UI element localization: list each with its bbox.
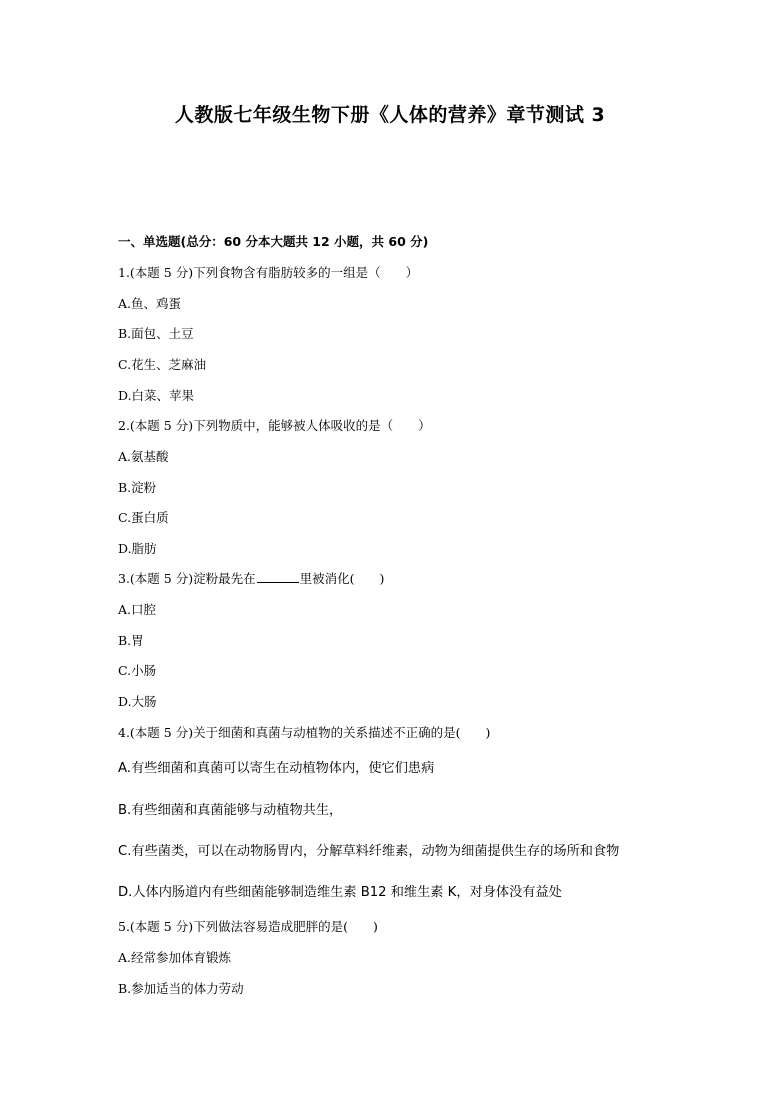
- question-1-option-c[interactable]: C.花生、芝麻油: [118, 357, 207, 372]
- question-5-option-b[interactable]: B.参加适当的体力劳动: [118, 981, 244, 996]
- question-4-option-c[interactable]: C.有些菌类，可以在动物肠胃内，分解草料纤维素，动物为细菌提供生存的场所和食物: [118, 844, 620, 859]
- question-2-stem: 2.(本题 5 分)下列物质中，能够被人体吸收的是（ ）: [118, 418, 431, 433]
- question-4-option-d[interactable]: D.人体内肠道内有些细菌能够制造维生素 B12 和维生素 K，对身体没有益处: [118, 885, 562, 900]
- question-2-option-b[interactable]: B.淀粉: [118, 480, 157, 495]
- question-4-stem: 4.(本题 5 分)关于细菌和真菌与动植物的关系描述不正确的是( ): [118, 725, 491, 740]
- answer-blank: [257, 570, 299, 583]
- question-5-stem: 5.(本题 5 分)下列做法容易造成肥胖的是( ): [118, 919, 378, 934]
- question-3-option-b[interactable]: B.胃: [118, 633, 144, 648]
- question-3-stem: [118, 570, 384, 588]
- question-3-stem-before: 3.(本题 5 分)淀粉最先在: [118, 571, 256, 586]
- question-2-option-c[interactable]: C.蛋白质: [118, 510, 169, 525]
- question-1-option-b[interactable]: B.面包、土豆: [118, 326, 194, 341]
- question-1-stem: 1.(本题 5 分)下列食物含有脂肪较多的一组是（ ）: [118, 265, 419, 280]
- question-3-option-c[interactable]: C.小肠: [118, 663, 157, 678]
- section-heading: 一、单选题(总分：60 分本大题共 12 小题，共 60 分): [118, 234, 429, 249]
- question-4-option-b[interactable]: B.有些细菌和真菌能够与动植物共生，: [118, 803, 343, 818]
- document-title: 人教版七年级生物下册《人体的营养》章节测试 3: [174, 104, 606, 126]
- question-2-option-d[interactable]: D.脂肪: [118, 541, 157, 556]
- question-2-option-a[interactable]: A.氨基酸: [118, 449, 169, 464]
- question-3-stem-after: 里被消化( ): [299, 571, 385, 586]
- question-5-option-a[interactable]: A.经常参加体育锻炼: [118, 950, 232, 965]
- question-1-option-a[interactable]: A.鱼、鸡蛋: [118, 296, 182, 311]
- question-3-option-d[interactable]: D.大肠: [118, 694, 157, 709]
- question-1-option-d[interactable]: D.白菜、苹果: [118, 388, 195, 403]
- question-3-option-a[interactable]: A.口腔: [118, 602, 157, 617]
- question-4-option-a[interactable]: A.有些细菌和真菌可以寄生在动植物体内，使它们患病: [118, 761, 435, 776]
